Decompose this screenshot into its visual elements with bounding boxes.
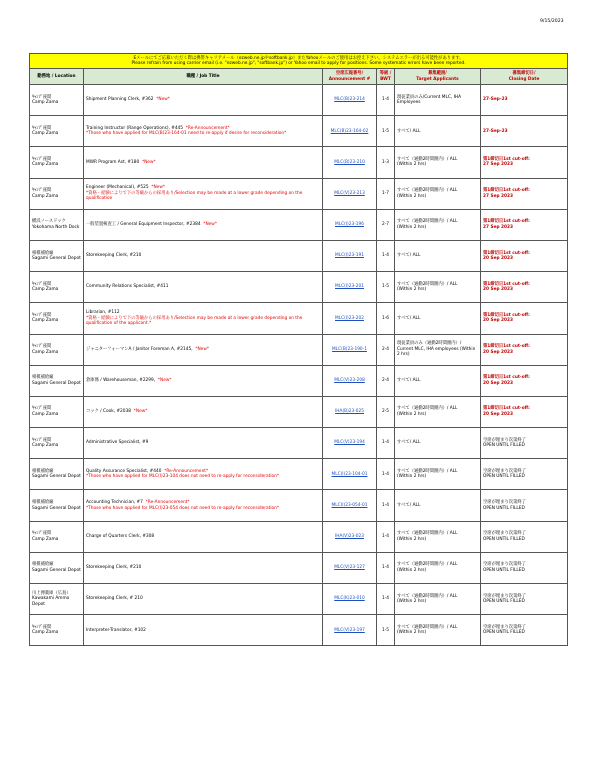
job-title: Librarian, #112 (86, 310, 120, 316)
location-cell (30, 334, 84, 365)
job-title: Storekeeping Clerk, #210 (86, 253, 142, 259)
announcement-cell (323, 209, 377, 240)
applicants-line1: 現従業員のみ（通勤2時間圏内）/ (397, 341, 462, 347)
status-tag: *New* (133, 409, 148, 415)
location-en: Yokohama North Dock (32, 224, 80, 230)
target-applicants-cell (395, 552, 481, 583)
closing-line1: 第1締切日1st cut-off: (483, 156, 530, 162)
location-en: Sagami General Depot (32, 474, 81, 480)
job-title-cell (84, 85, 323, 116)
header-announcement: 空席広報番号/ Announcement # (323, 69, 377, 85)
location-jp: ｷｬﾝﾌﾟ座間 (32, 312, 52, 318)
header-job-title: 職種 / Job Title (84, 69, 323, 85)
location-cell (30, 240, 84, 271)
closing-date-cell (481, 209, 568, 240)
bwt-cell: 1-3 (377, 147, 395, 178)
location-jp: 相模補給廠 (32, 250, 54, 256)
location-en: Camp Zama (32, 443, 59, 449)
announcement-cell (323, 584, 377, 615)
header-row (30, 69, 568, 85)
table-row (30, 334, 568, 365)
announcement-link[interactable]: MLC(I)23-054-01 (331, 502, 368, 508)
location-jp: ｷｬﾝﾌﾟ座間 (32, 344, 52, 350)
job-title-cell (84, 240, 323, 271)
location-en: Sagami General Depot (32, 380, 81, 386)
job-title-cell (84, 459, 323, 490)
email-notice (30, 54, 568, 69)
location-jp: ｷｬﾝﾌﾟ座間 (32, 437, 52, 443)
table-row (30, 209, 568, 240)
closing-line1: 27-Sep-23 (483, 97, 508, 103)
location-cell (30, 272, 84, 303)
applicants-line2: (Within 2 hrs) (397, 630, 427, 636)
table-row (30, 552, 568, 583)
target-applicants-cell (395, 303, 481, 334)
location-jp: 川上弾薬庫（広島） (32, 590, 71, 596)
target-applicants-cell (395, 490, 481, 521)
table-row (30, 615, 568, 646)
announcement-cell (323, 428, 377, 459)
job-title-cell (84, 147, 323, 178)
applicants-line1: すべて（通勤2時間圏内）/ ALL (397, 406, 458, 412)
closing-line1: 27-Sep-23 (483, 128, 508, 134)
job-title-cell (84, 209, 323, 240)
closing-line2: OPEN UNTIL FILLED (483, 567, 525, 573)
job-title: Engineer (Mechanical), #525 (86, 185, 149, 191)
applicants-line1: すべて（通勤2時間圏内）/ ALL (397, 593, 458, 599)
closing-date-cell (481, 365, 568, 396)
closing-date-cell (481, 147, 568, 178)
location-cell (30, 85, 84, 116)
closing-line2: OPEN UNTIL FILLED (483, 505, 525, 511)
applicants-line1: すべて/ ALL (397, 128, 421, 134)
job-vacancy-table (29, 53, 568, 646)
job-title-cell (84, 396, 323, 427)
closing-date-cell (481, 428, 568, 459)
header-location: 勤務地 / Location (30, 69, 84, 85)
job-title-cell (84, 584, 323, 615)
announcement-link[interactable]: MLC(I)23-196 (335, 222, 364, 228)
target-applicants-cell (395, 584, 481, 615)
target-applicants-cell (395, 85, 481, 116)
announcement-link[interactable]: MLC(B)23-210 (334, 159, 365, 165)
job-title-cell (84, 272, 323, 303)
applicants-line1: すべて（通勤2時間圏内）/ ALL (397, 156, 458, 162)
target-applicants-cell (395, 334, 481, 365)
location-en: Kawakami Ammo Depot (32, 596, 70, 607)
location-en: Sagami General Depot (32, 567, 81, 573)
location-cell (30, 490, 84, 521)
location-cell (30, 552, 84, 583)
location-cell (30, 521, 84, 552)
bwt-cell: 2-5 (377, 396, 395, 427)
closing-date-cell (481, 521, 568, 552)
announcement-cell (323, 147, 377, 178)
header-closing-date: 募集締切日/ Closing Date (481, 69, 568, 85)
location-cell (30, 428, 84, 459)
closing-line2: 20 Sep 2023 (483, 318, 514, 324)
closing-line1: 第1締切日1st cut-off: (483, 375, 530, 381)
status-tag: *Re-Announcement* (164, 468, 209, 474)
announcement-cell (323, 521, 377, 552)
announcement-cell (323, 334, 377, 365)
table-row (30, 85, 568, 116)
applicants-line1: すべて/ ALL (397, 378, 421, 384)
target-applicants-cell (395, 615, 481, 646)
table-row (30, 116, 568, 147)
closing-line2: OPEN UNTIL FILLED (483, 443, 525, 449)
target-applicants-cell (395, 240, 481, 271)
announcement-link[interactable]: MLC(K)23-010 (334, 596, 365, 602)
target-applicants-cell (395, 459, 481, 490)
target-applicants-cell (395, 521, 481, 552)
table-row (30, 521, 568, 552)
closing-line2: OPEN UNTIL FILLED (483, 474, 525, 480)
job-remark: *資格・経験によりで下の等級からの採用あり/Selection may be made at a lower grade depending on the qualification (86, 190, 303, 202)
bwt-cell: 1-5 (377, 116, 395, 147)
announcement-cell (323, 615, 377, 646)
closing-line2: OPEN UNTIL FILLED (483, 630, 525, 636)
closing-line1: 空席が埋まり次第終了 (483, 437, 526, 443)
closing-line1: 第1締切日1st cut-off: (483, 312, 530, 318)
closing-line1: 空席が埋まり次第終了 (483, 624, 526, 630)
table-row (30, 428, 568, 459)
bwt-cell: 2-7 (377, 209, 395, 240)
job-title: Administrative Specialist, #9 (86, 440, 149, 446)
location-jp: 相模補給廠 (32, 375, 54, 381)
location-cell (30, 615, 84, 646)
announcement-cell (323, 490, 377, 521)
applicants-line2: (Within 2 hrs) (397, 224, 427, 230)
job-title: Charge of Quarters Clerk, #308 (86, 533, 155, 539)
email-notice-row (30, 54, 568, 69)
closing-line2: OPEN UNTIL FILLED (483, 536, 525, 542)
job-title: Community Relations Specialist, #411 (86, 284, 169, 290)
closing-date-cell (481, 240, 568, 271)
target-applicants-cell (395, 178, 481, 209)
job-title-cell (84, 303, 323, 334)
job-title-cell (84, 521, 323, 552)
location-jp: 横浜ノースドック (32, 219, 66, 225)
location-en: Camp Zama (32, 630, 59, 636)
closing-line1: 第1締切日1st cut-off: (483, 250, 530, 256)
closing-date-cell (481, 490, 568, 521)
bwt-cell: 1-4 (377, 490, 395, 521)
announcement-cell (323, 459, 377, 490)
location-cell (30, 365, 84, 396)
notice-jp: Eメールにてご応募いただく際は携帯キャリアメール（ezweb.ne.jpやsoftbank.jp）またYahooメールのご使用はお控え下さい。システムエラーが出る可能性があります。 (133, 55, 464, 61)
closing-line2: OPEN UNTIL FILLED (483, 599, 525, 605)
applicants-line2: (Within 2 hrs) (397, 287, 427, 293)
job-remark: *Those who have applied for MLC(I)23-104 does not need to re-apply for reconsideration* (86, 474, 280, 480)
closing-line1: 第1締切日1st cut-off: (483, 219, 530, 225)
location-cell (30, 459, 84, 490)
status-tag: *New* (151, 185, 165, 191)
location-en: Camp Zama (32, 349, 59, 355)
closing-date-cell (481, 334, 568, 365)
job-title-cell (84, 428, 323, 459)
closing-date-cell (481, 615, 568, 646)
announcement-link[interactable]: MLC(V)23-127 (334, 565, 365, 571)
location-jp: ｷｬﾝﾌﾟ座間 (32, 531, 52, 537)
location-cell (30, 178, 84, 209)
job-remark: *資格・経験によりで下の等級からの採用あり/Selection may be made at a lower grade depending on the qualification of the applicant.* (86, 315, 303, 327)
job-title: MWR Program Ast, #180 (86, 159, 140, 165)
closing-line1: 空席が埋まり次第終了 (483, 531, 526, 537)
location-en: Sagami General Depot (32, 505, 81, 511)
job-title: Shipment Planning Clerk, #362 (86, 97, 154, 103)
closing-date-cell (481, 303, 568, 334)
job-title: Storekeeping Clerk, #210 (86, 565, 142, 571)
bwt-cell: 1-7 (377, 178, 395, 209)
closing-line1: 第1締切日1st cut-off: (483, 188, 530, 194)
bwt-cell: 1-5 (377, 615, 395, 646)
job-title-cell (84, 116, 323, 147)
announcement-cell (323, 365, 377, 396)
job-title: 倉庫係 / Warehouseman, #2299, (86, 378, 156, 384)
job-title-cell (84, 490, 323, 521)
announcement-link[interactable]: IHA(B)23-025 (335, 409, 364, 415)
closing-line2: 27 Sep 2023 (483, 224, 514, 230)
applicants-line1: 現従業員のみ/Current MLC, IHA (397, 94, 462, 100)
location-jp: 相模補給廠 (32, 500, 54, 506)
location-cell (30, 209, 84, 240)
location-jp: 相模補給廠 (32, 562, 54, 568)
closing-date-cell (481, 552, 568, 583)
closing-date-cell (481, 396, 568, 427)
announcement-link[interactable]: MLC(B)23-214 (334, 97, 365, 103)
closing-line2: 20 Sep 2023 (483, 380, 514, 386)
applicants-line2: (Within 2 hrs) (397, 474, 427, 480)
applicants-line2: (Within 2 hrs) (397, 162, 427, 168)
location-jp: ｷｬﾝﾌﾟ座間 (32, 281, 52, 287)
closing-line2: 20 Sep 2023 (483, 411, 514, 417)
job-remark: *Those who have applied for MLC(I)23-054 does not need to re-apply for reconsideration* (86, 505, 280, 511)
applicants-line1: すべて（通勤2時間圏内）/ ALL (397, 468, 458, 474)
closing-line1: 空席が埋まり次第終了 (483, 562, 526, 568)
job-title-cell (84, 178, 323, 209)
bwt-cell: 1-4 (377, 240, 395, 271)
job-title: コック / Cook, #2038 (86, 409, 131, 415)
applicants-line2: Employees (397, 100, 421, 106)
location-en: Camp Zama (32, 287, 59, 293)
job-title: Storekeeping Clerk, # 210 (86, 596, 143, 602)
announcement-cell (323, 272, 377, 303)
announcement-link[interactable]: MLC(V)23-208 (334, 378, 365, 384)
target-applicants-cell (395, 272, 481, 303)
bwt-cell: 1-5 (377, 272, 395, 303)
location-jp: ｷｬﾝﾌﾟ座間 (32, 188, 52, 194)
closing-line2: 27 Sep 2023 (483, 193, 514, 199)
target-applicants-cell (395, 428, 481, 459)
target-applicants-cell (395, 396, 481, 427)
closing-date-cell (481, 178, 568, 209)
closing-line1: 第1締切日1st cut-off: (483, 344, 530, 350)
table-row (30, 272, 568, 303)
applicants-line1: すべて（通勤2時間圏内）/ ALL (397, 219, 458, 225)
announcement-link[interactable]: MLC(V)23-194 (334, 440, 365, 446)
status-tag: *New* (141, 159, 156, 165)
job-title: Accounting Technician, #7 (86, 500, 143, 506)
announcement-link[interactable]: IHA(V)23-023 (335, 533, 364, 539)
location-jp: ｷｬﾝﾌﾟ座間 (32, 125, 52, 131)
header-bwt: 等級 / BWT (377, 69, 395, 85)
location-en: Camp Zama (32, 411, 59, 417)
target-applicants-cell (395, 147, 481, 178)
closing-line1: 空席が埋まり次第終了 (483, 500, 526, 506)
status-tag: *New* (156, 97, 170, 103)
bwt-cell: 1-4 (377, 521, 395, 552)
location-jp: ｷｬﾝﾌﾟ座間 (32, 94, 52, 100)
job-title-cell (84, 552, 323, 583)
location-cell (30, 584, 84, 615)
status-tag: *Re-Announcement* (185, 125, 230, 131)
bwt-cell: 1-4 (377, 428, 395, 459)
applicants-line1: すべて（通勤2時間圏内）/ ALL (397, 624, 458, 630)
job-remark: *Those who have applied for MLC(B)23-164-01 need to re-apply if desire for reconsideration* (86, 131, 287, 137)
closing-line1: 空席が埋まり次第終了 (483, 593, 526, 599)
status-tag: *Re-Announcement* (145, 500, 190, 506)
status-tag: *New* (203, 222, 217, 228)
applicants-line1: すべて（通勤2時間圏内）/ ALL (397, 562, 458, 568)
table-row (30, 240, 568, 271)
location-jp: 相模補給廠 (32, 468, 54, 474)
closing-line2: 20 Sep 2023 (483, 349, 514, 355)
table-row (30, 490, 568, 521)
bwt-cell: 1-4 (377, 552, 395, 583)
location-jp: ｷｬﾝﾌﾟ座間 (32, 624, 52, 630)
closing-date-cell (481, 459, 568, 490)
announcement-link[interactable]: MLC(I)23-191 (335, 253, 364, 259)
status-tag: *New* (157, 378, 172, 384)
status-tag: *New* (195, 346, 209, 352)
applicants-line2: (Within 2 hrs) (397, 536, 427, 542)
table-row (30, 584, 568, 615)
location-en: Sagami General Depot (32, 256, 81, 262)
job-title-cell (84, 615, 323, 646)
bwt-cell: 1-4 (377, 85, 395, 116)
closing-line1: 第1締切日1st cut-off: (483, 406, 530, 412)
applicants-line2: (Within 2 hrs) (397, 193, 427, 199)
location-jp: ｷｬﾝﾌﾟ座間 (32, 406, 52, 412)
table-row (30, 178, 568, 209)
announcement-cell (323, 85, 377, 116)
bwt-cell: 2-4 (377, 334, 395, 365)
target-applicants-cell (395, 365, 481, 396)
announcement-link[interactable]: MLC(B)23-164-02 (330, 128, 369, 134)
location-cell (30, 147, 84, 178)
closing-line2: 27 Sep 2023 (483, 162, 514, 168)
applicants-line2: (Within 2 hrs) (397, 411, 427, 417)
closing-line1: 第1締切日1st cut-off: (483, 281, 530, 287)
closing-line2: 20 Sep 2023 (483, 256, 514, 262)
applicants-line1: すべて/ ALL (397, 440, 421, 446)
table-row (30, 365, 568, 396)
applicants-line1: すべて/ ALL (397, 315, 421, 321)
applicants-line2: (Within 2 hrs) (397, 599, 427, 605)
announcement-link[interactable]: MLC(I)23-202 (335, 315, 364, 321)
announcement-link[interactable]: MLC(I)23-104-01 (331, 471, 368, 477)
table-row (30, 459, 568, 490)
applicants-line1: すべて（通勤2時間圏内）/ ALL (397, 281, 458, 287)
job-title: 一般装置検査工 / General Equipment Inspector, #2384 (86, 222, 201, 228)
location-en: Camp Zama (32, 318, 59, 324)
announcement-link[interactable]: MLC(V)23-197 (334, 627, 365, 633)
announcement-cell (323, 303, 377, 334)
bwt-cell: 1-4 (377, 459, 395, 490)
job-title: Interpreter-Translator, #102 (86, 627, 146, 633)
page-date: 9/15/2023 (540, 19, 564, 24)
job-title: Quality Assurance Specialist, #440 (86, 468, 162, 474)
location-en: Camp Zama (32, 536, 59, 542)
announcement-cell (323, 240, 377, 271)
job-title: Training Instructor (Range Operations), #445 (86, 125, 184, 131)
job-title-cell (84, 365, 323, 396)
location-en: Camp Zama (32, 100, 59, 106)
job-title-cell (84, 334, 323, 365)
location-en: Camp Zama (32, 162, 59, 168)
location-cell (30, 116, 84, 147)
applicants-line1: すべて（通勤2時間圏内）/ ALL (397, 531, 458, 537)
closing-date-cell (481, 272, 568, 303)
closing-date-cell (481, 85, 568, 116)
closing-line1: 空席が埋まり次第終了 (483, 468, 526, 474)
closing-line2: 20 Sep 2023 (483, 287, 514, 293)
applicants-line1: すべて（通勤2時間圏内）/ ALL (397, 188, 458, 194)
job-title: ジャニターフォーマンA / Janitor Foreman A, #2145, (86, 346, 193, 352)
notice-en: Please refrain from using carrier email (i.e. "ezweb.ne.jp", "softbank.jp") or Yahoo email to apply for positions. Some systematic errors have been reported. (131, 61, 466, 66)
header-target-applicants: 募集範囲/ Target Applicants (395, 69, 481, 85)
target-applicants-cell (395, 116, 481, 147)
bwt-cell: 1-6 (377, 303, 395, 334)
announcement-cell (323, 552, 377, 583)
target-applicants-cell (395, 209, 481, 240)
applicants-line1: すべて/ ALL (397, 502, 421, 508)
location-en: Camp Zama (32, 131, 59, 137)
applicants-line2: (Within 2 hrs) (397, 567, 427, 573)
table-row (30, 147, 568, 178)
location-en: Camp Zama (32, 193, 59, 199)
closing-date-cell (481, 584, 568, 615)
applicants-line2: Current MLC, IHA employees (Within 2 hrs) (397, 346, 476, 358)
announcement-cell (323, 116, 377, 147)
announcement-link[interactable]: MLC(B)23-190-1 (332, 346, 367, 352)
announcement-link[interactable]: MLC(I)23-201 (335, 284, 364, 290)
table-row (30, 396, 568, 427)
closing-date-cell (481, 116, 568, 147)
announcement-cell (323, 396, 377, 427)
location-jp: ｷｬﾝﾌﾟ座間 (32, 156, 52, 162)
location-cell (30, 303, 84, 334)
announcement-cell (323, 178, 377, 209)
location-cell (30, 396, 84, 427)
applicants-line1: すべて/ ALL (397, 253, 421, 259)
bwt-cell: 1-4 (377, 584, 395, 615)
bwt-cell: 2-4 (377, 365, 395, 396)
announcement-link[interactable]: MLC(V)23-213 (334, 190, 365, 196)
table-row (30, 303, 568, 334)
